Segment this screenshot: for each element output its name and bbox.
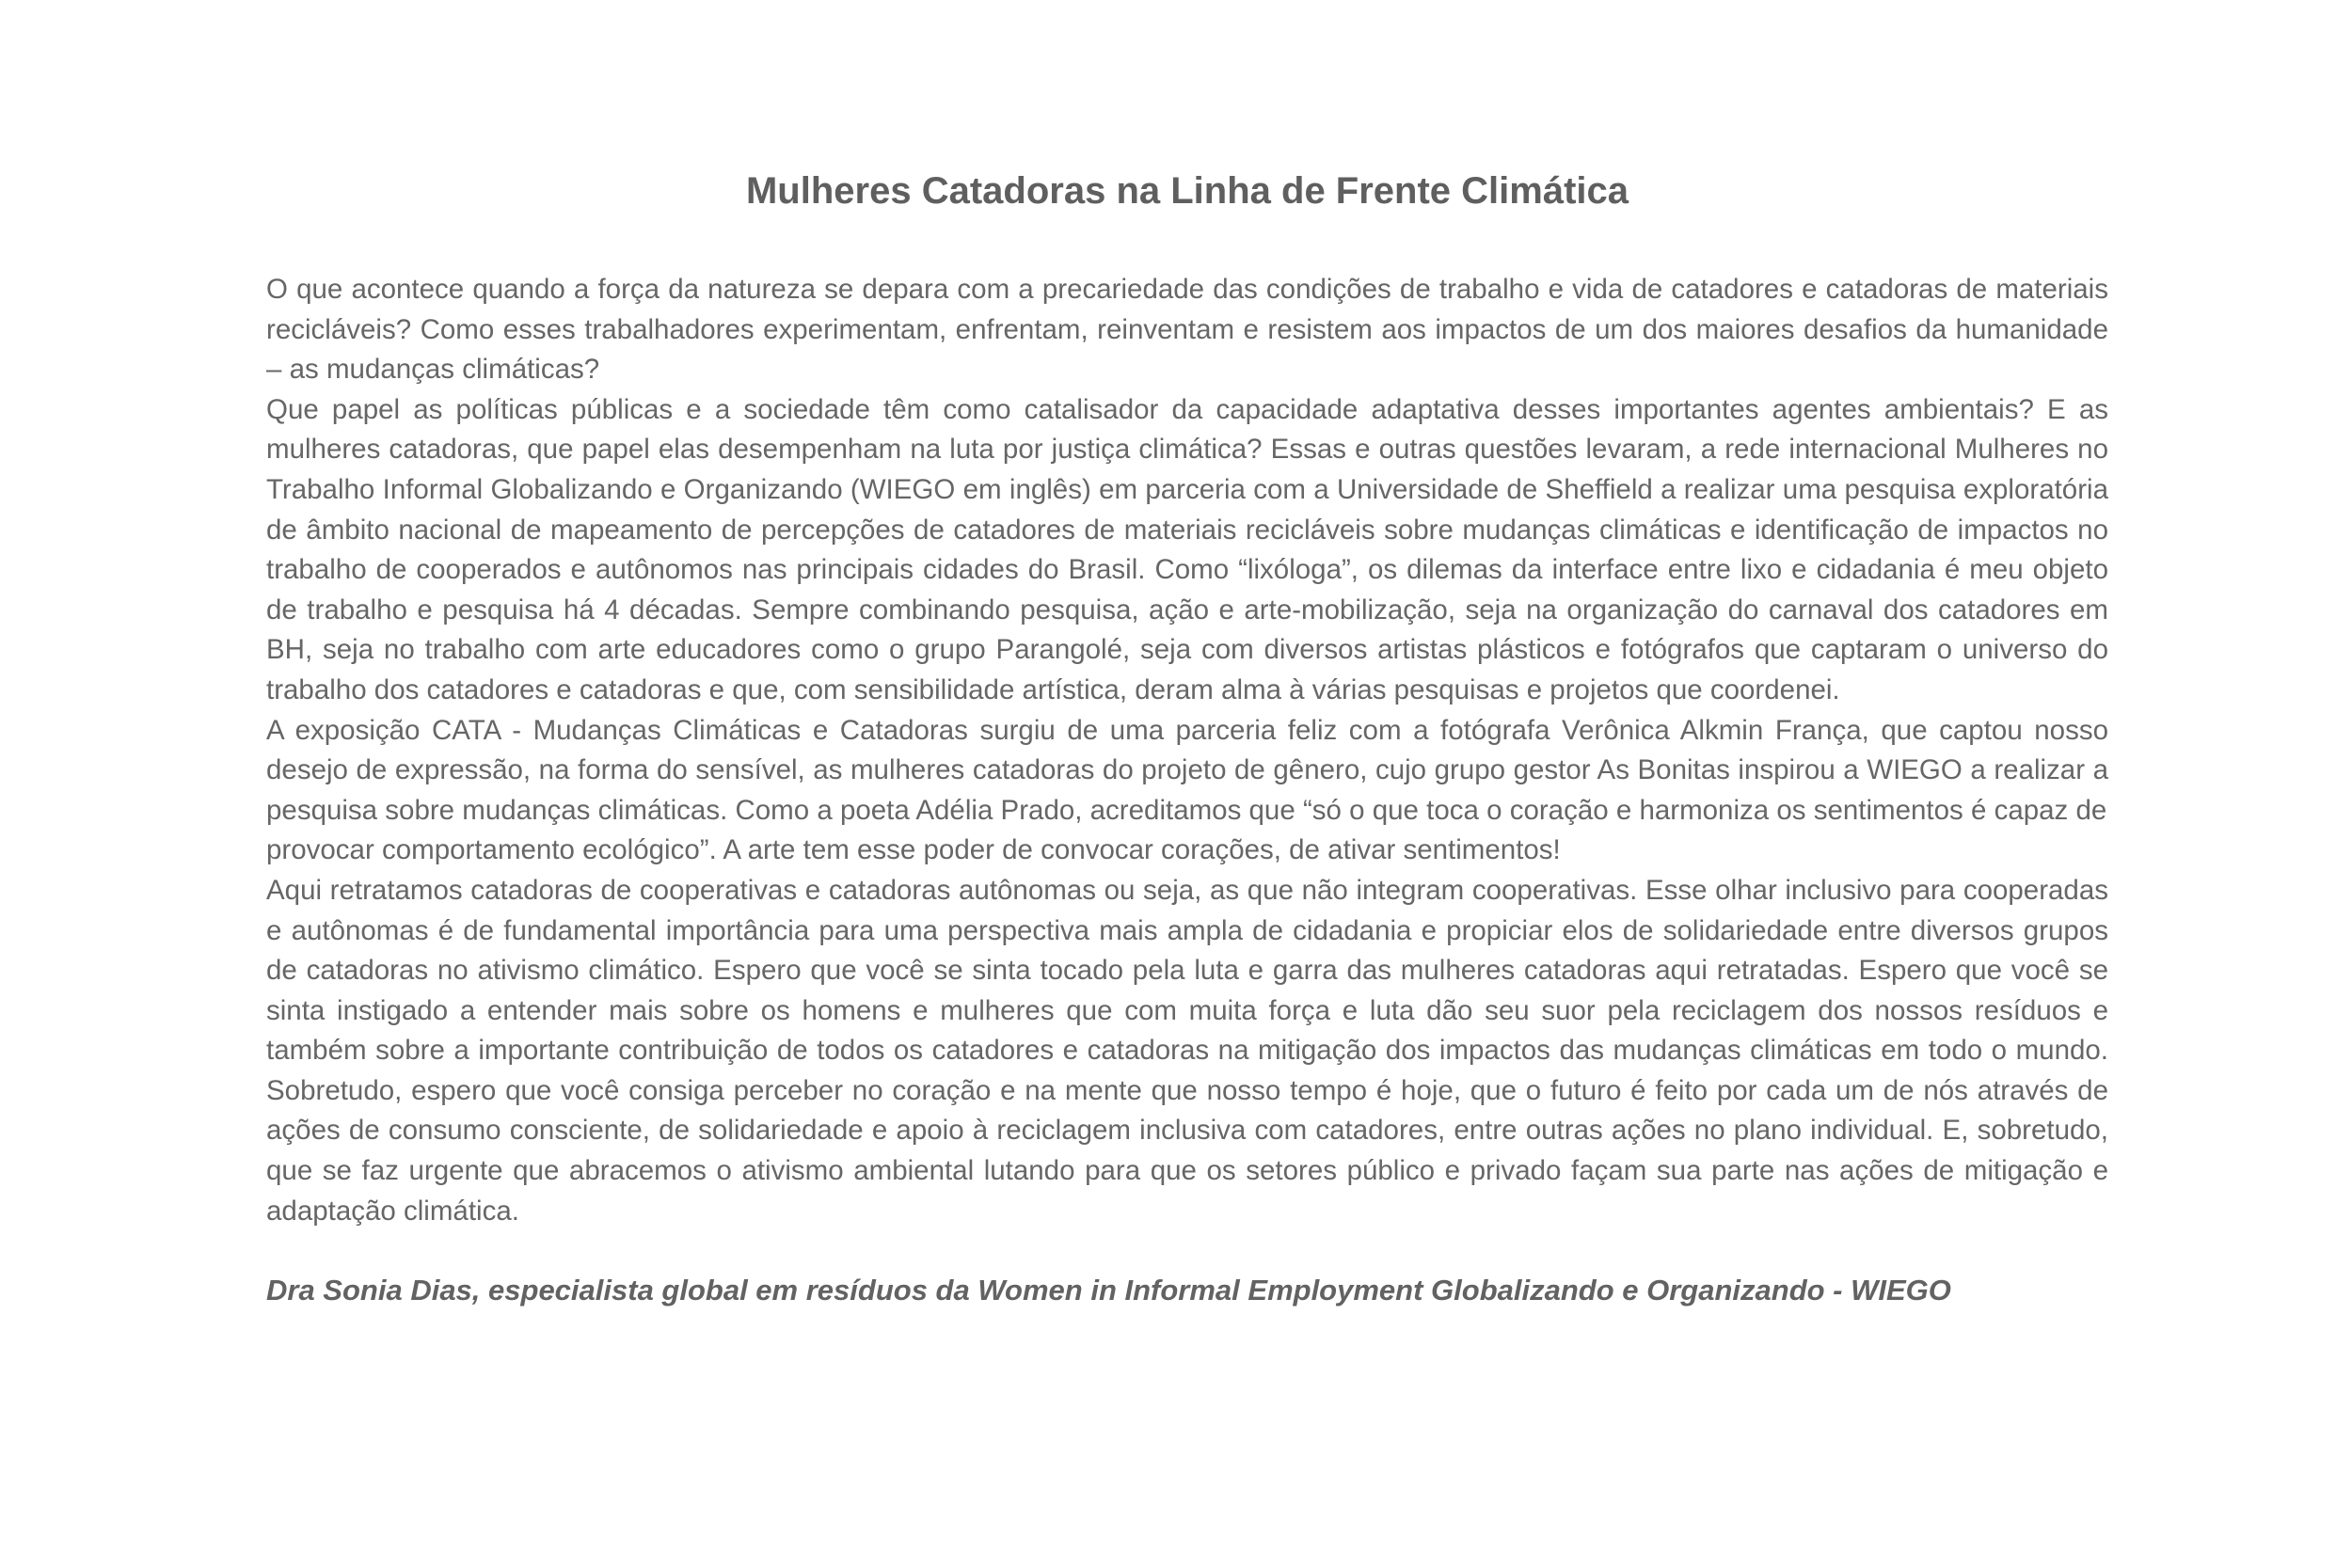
document-title: Mulheres Catadoras na Linha de Frente Climática [745, 170, 1629, 212]
paragraph-intro: O que acontece quando a força da natureza se depara com a precariedade das condições de trabalho e vida de catadores e catadoras de materiais recicláveis? Como esses trabalhadores experimentam, enfrentam, reinventam e resistem aos impactos de um dos maiores desafios da humanidade – as mudanças climáticas? [266, 274, 2108, 386]
paragraph-closing: Aqui retratamos catadoras de cooperativas e catadoras autônomas ou seja, as que não integram cooperativas. Esse olhar inclusivo para cooperadas e autônomas é de fundamental importância para uma perspectiva mais ampla de cidadania e propiciar elos de solidariedade entre diversos grupos de catadoras no ativismo climático. Espero que você se sinta tocado pela luta e garra das mulheres catadoras aqui retratadas. Espero que você se sinta instigado a entender mais sobre os homens e mulheres que com muita força e luta dão seu suor pela reciclagem dos nossos resíduos e também sobre a importante contribuição de todos os catadores e catadoras na mitigação dos impactos das mudanças climáticas em todo o mundo. Sobretudo, espero que você consiga perceber no coração e na mente que nosso tempo é hoje, que o futuro é feito por cada um de nós através de ações de consumo consciente, de solidariedade e apoio à reciclagem inclusiva com catadores, entre outras ações no plano individual. E, sobretudo, que se faz urgente que abracemos o ativismo ambiental lutando para que os setores público e privado façam sua parte nas ações de mitigação e adaptação climática. [266, 874, 2108, 1227]
paragraph-research: Que papel as políticas públicas e a sociedade têm como catalisador da capacidade adaptativa desses importantes agentes ambientais? E as mulheres catadoras, que papel elas desempenham na luta por justiça climática? Essas e outras questões levaram, a rede internacional Mulheres no Trabalho Informal Globalizando e Organizando (WIEGO em inglês) em parceria com a Universidade de Sheffield a realizar uma pesquisa exploratória de âmbito nacional de mapeamento de percepções de catadores de materiais recicláveis sobre mudanças climáticas e identificação de impactos no trabalho de cooperados e autônomos nas principais cidades do Brasil. Como “lixóloga”, os dilemas da interface entre lixo e cidadania é meu objeto de trabalho e pesquisa há 4 décadas. Sempre combinando pesquisa, ação e arte-mobilização, seja na organização do carnaval dos catadores em BH, seja no trabalho com arte educadores como o grupo Parangolé, seja com diversos artistas plásticos e fotógrafos que captaram o universo do trabalho dos catadores e catadoras e que, com sensibilidade artística, deram alma à várias pesquisas e projetos que coordenei. [266, 393, 2108, 705]
paragraph-exhibition: A exposição CATA - Mudanças Climáticas e Catadoras surgiu de uma parceria feliz com a fotógrafa Verônica Alkmin França, que captou nosso desejo de expressão, na forma do sensível, as mulheres catadoras do projeto de gênero, cujo grupo gestor As Bonitas inspirou a WIEGO a realizar a pesquisa sobre mudanças climáticas. Como a poeta Adélia Prado, acreditamos que “só o que toca o coração e harmoniza os sentimentos é capaz de [266, 714, 2108, 826]
author-signature: Dra Sonia Dias, especialista global em resíduos da Women in Informal Employment Globalizando e Organizando - WIEGO [266, 1274, 1951, 1307]
document-page [266, 165, 2108, 1311]
paragraph-quote-end: provocar comportamento ecológico”. A arte tem esse poder de convocar corações, de ativar sentimentos! [266, 834, 1561, 866]
document-body [266, 270, 2108, 1231]
